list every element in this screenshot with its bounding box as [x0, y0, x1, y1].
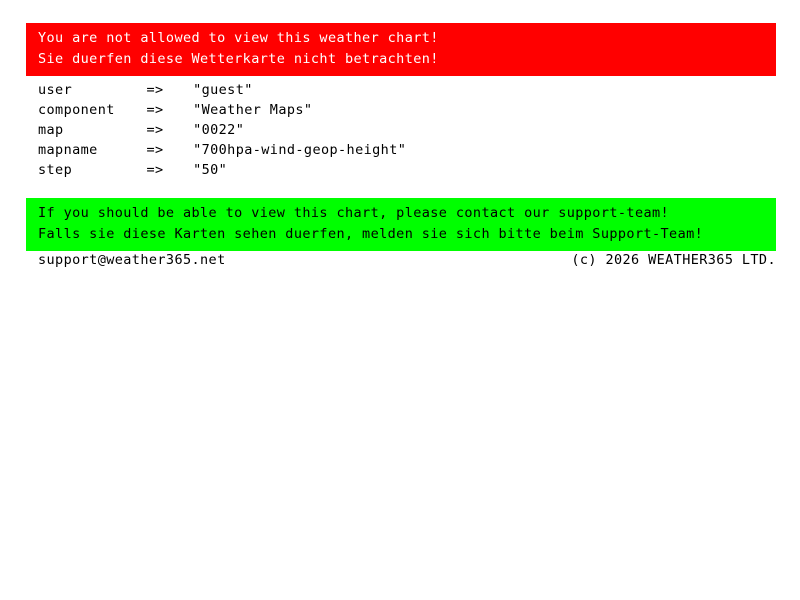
parameter-key-map: map [38, 122, 64, 138]
parameter-row-step [38, 160, 738, 180]
request-parameters [38, 80, 738, 180]
parameter-arrow-mapname: => [146, 142, 164, 158]
parameter-value-user: "guest" [193, 82, 253, 98]
parameter-row-map [38, 120, 738, 140]
parameter-key-step: step [38, 162, 73, 178]
parameter-value-mapname: "700hpa-wind-geop-height" [193, 142, 407, 158]
support-info-message-en: If you should be able to view this chart, please contact our support-team! [38, 205, 670, 221]
support-email-link[interactable]: support@weather365.net [38, 252, 226, 268]
parameter-arrow-user: => [146, 82, 164, 98]
access-denied-message-en: You are not allowed to view this weather chart! [38, 30, 439, 46]
parameter-key-component: component [38, 102, 115, 118]
copyright-notice: (c) 2026 WEATHER365 LTD. [571, 252, 776, 268]
support-info-message-de: Falls sie diese Karten sehen duerfen, melden sie sich bitte beim Support-Team! [38, 226, 704, 242]
parameter-value-map: "0022" [193, 122, 245, 138]
access-denied-banner [26, 23, 776, 76]
page-footer [38, 250, 776, 270]
access-denied-message-de: Sie duerfen diese Wetterkarte nicht betrachten! [38, 51, 439, 67]
parameter-arrow-step: => [146, 162, 164, 178]
parameter-row-component [38, 100, 738, 120]
parameter-row-user [38, 80, 738, 100]
parameter-arrow-component: => [146, 102, 164, 118]
parameter-row-mapname [38, 140, 738, 160]
parameter-value-component: "Weather Maps" [193, 102, 313, 118]
parameter-value-step: "50" [193, 162, 228, 178]
parameter-arrow-map: => [146, 122, 164, 138]
parameter-key-mapname: mapname [38, 142, 98, 158]
parameter-key-user: user [38, 82, 73, 98]
support-info-banner [26, 198, 776, 251]
